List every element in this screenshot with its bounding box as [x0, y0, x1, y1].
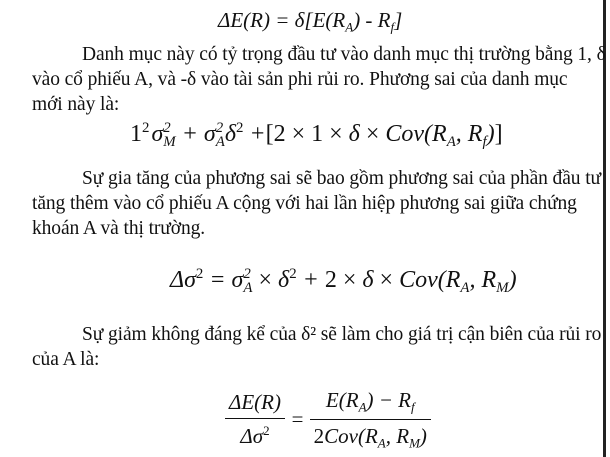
text-line: Sự giảm không đáng kể của δ² sẽ làm cho giá trị cận biên của rủi ro: [82, 324, 602, 345]
text-line: mới này là:: [32, 94, 120, 115]
text-line: vào cổ phiếu A, và -δ vào tài sản phi rủi ro. Phương sai của danh mục: [32, 69, 568, 90]
text-line: tăng thêm vào cổ phiếu A cộng với hai lần hiệp phương sai giữa chứng: [32, 193, 577, 214]
fraction-right: $\frac{E(R_A) - R_f}{2Cov(R_A, R_M)}$: [310, 388, 431, 451]
paragraph-variance-increase: [32, 166, 608, 241]
paragraph-portfolio-weights: [32, 42, 608, 117]
equation-marginal-return-to-risk: $\frac{\Delta E(R)}{\Delta\sigma^2}$ = $\frac{E(R_A) - R_f}{2Cov(R_A, R_M)}$: [225, 388, 431, 451]
equation-delta-variance: $\Delta\sigma^2 = \sigma$ 2 A × $\delta^2 + 2 \times \delta \times Cov(R_A$, $R_M$): [170, 265, 517, 297]
text-line: Sự gia tăng của phương sai sẽ bao gồm phương sai của phần đầu tư: [82, 168, 601, 189]
paragraph-marginal-risk: [32, 322, 608, 372]
equation-portfolio-variance: $1^2$ σ 2 M + σ 2 A $\delta^2 +[2 \times 1 \times \delta \times Cov(R_A$, $R_f$)]: [130, 119, 503, 151]
text-line: Danh mục này có tỷ trọng đầu tư vào danh mục thị trường bằng 1, δ: [82, 44, 606, 65]
fraction-left: $\frac{\Delta E(R)}{\Delta\sigma^2}$: [225, 390, 285, 449]
text-line: khoán A và thị trường.: [32, 218, 206, 239]
equation-delta-expected-return: $\Delta E(R) = \delta[E(R_A) - R_f]$: [218, 8, 403, 35]
text-line: của A là:: [32, 349, 100, 370]
